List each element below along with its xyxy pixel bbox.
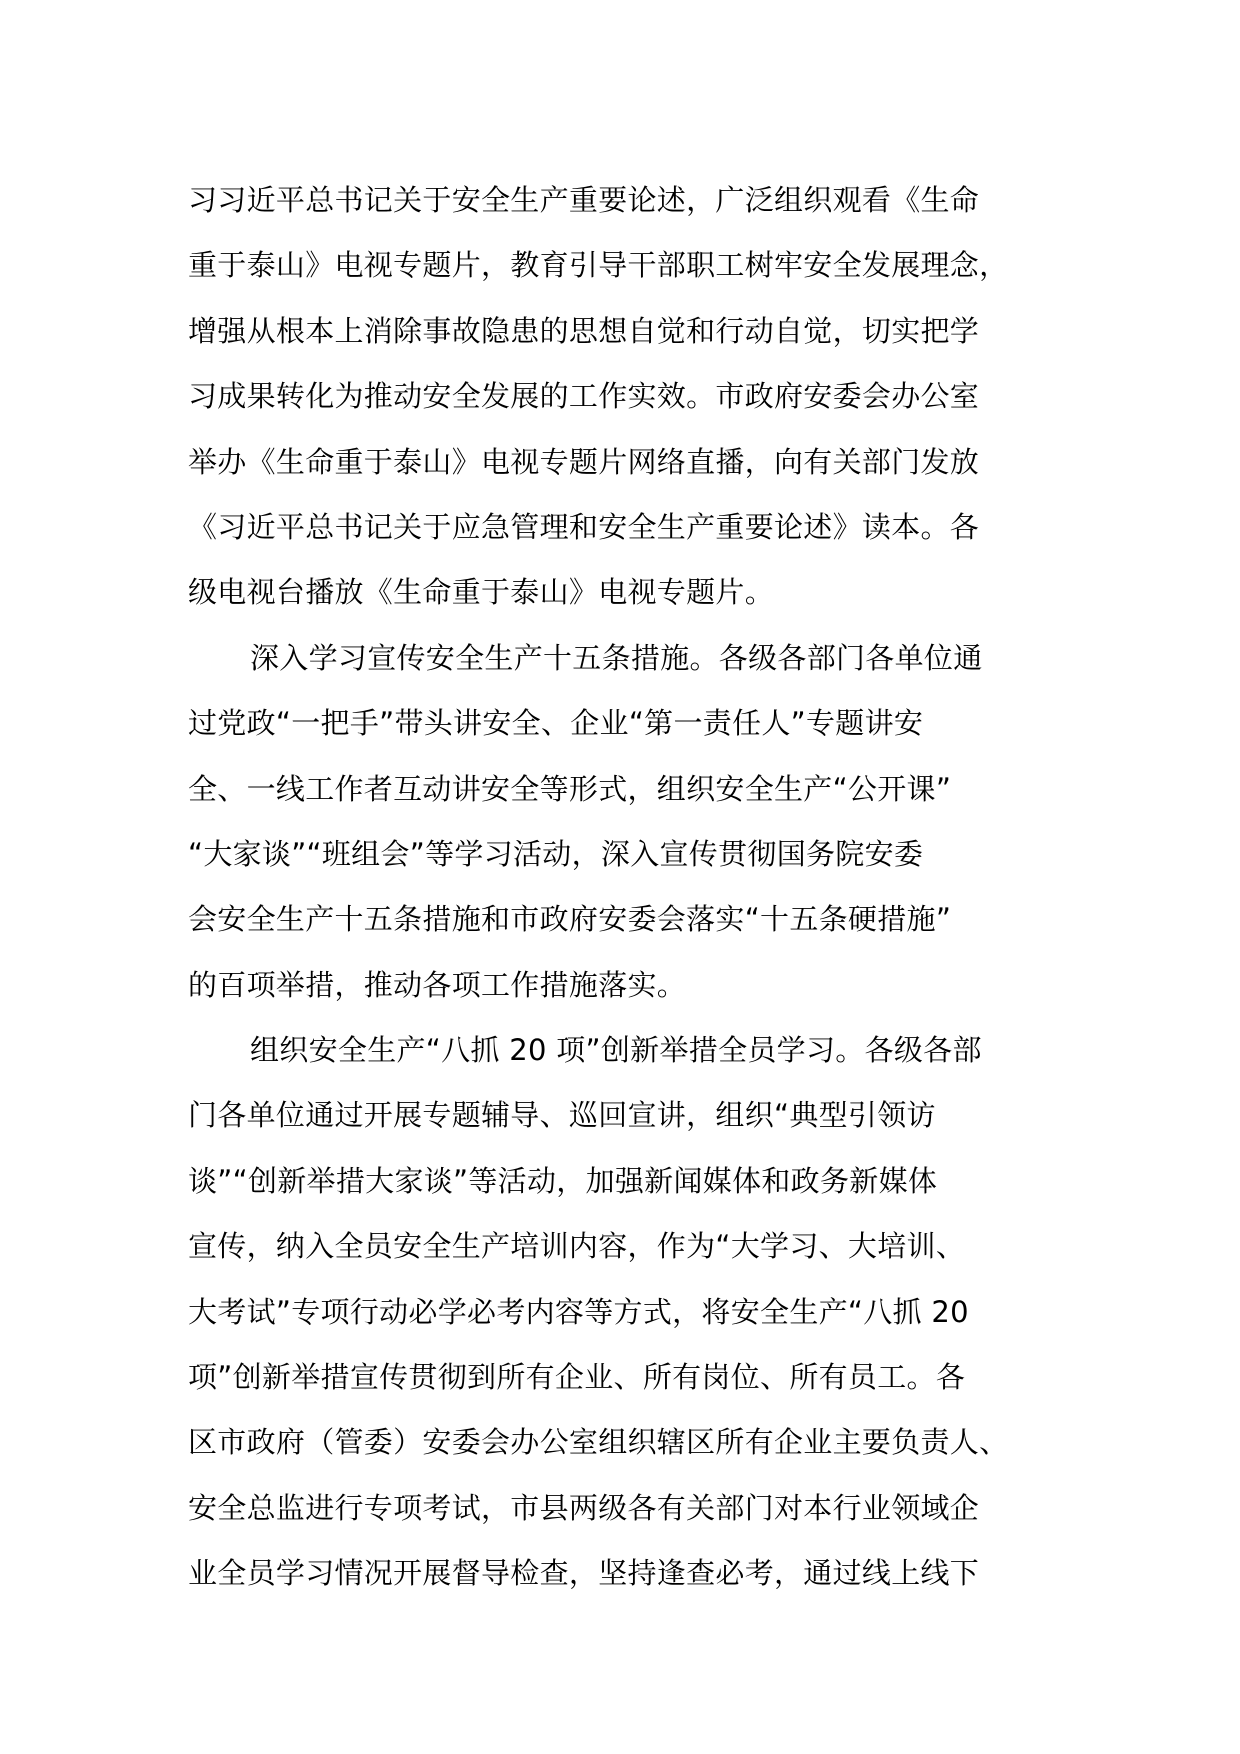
text-line: 门各单位通过开展专题辅导、巡回宣讲，组织“典型引领访 xyxy=(188,1098,936,1133)
text-line: 安全总监进行专项考试，市县两级各有关部门对本行业领域企 xyxy=(188,1490,980,1525)
text-line: 项”创新举措宣传贯彻到所有企业、所有岗位、所有员工。各 xyxy=(188,1360,966,1395)
text-line: 大考试”专项行动必学必考内容等方式，将安全生产“八抓 20 xyxy=(188,1294,969,1329)
text-line: 举办《生命重于泰山》电视专题片网络直播，向有关部门发放 xyxy=(188,444,980,479)
text-line: 全、一线工作者互动讲安全等形式，组织安全生产“公开课” xyxy=(188,771,952,806)
text-line: 增强从根本上消除事故隐患的思想自觉和行动自觉，切实把学 xyxy=(188,313,980,348)
text-line: 组织安全生产“八抓 20 项”创新举措全员学习。各级各部 xyxy=(250,1033,982,1068)
text-line: 的百项举措，推动各项工作措施落实。 xyxy=(188,967,687,1002)
document-body xyxy=(188,168,1088,1607)
text-line: 业全员学习情况开展督导检查，坚持逢查必考，通过线上线下 xyxy=(188,1556,980,1591)
paragraph-2 xyxy=(188,626,1088,1018)
text-line: 《习近平总书记关于应急管理和安全生产重要论述》读本。各 xyxy=(188,509,980,544)
paragraph-1 xyxy=(188,168,1088,626)
text-line: 区市政府（管委）安委会办公室组织辖区所有企业主要负责人、 xyxy=(188,1425,1009,1460)
text-line: 会安全生产十五条措施和市政府安委会落实“十五条硬措施” xyxy=(188,902,952,937)
text-line: 深入学习宣传安全生产十五条措施。各级各部门各单位通 xyxy=(250,640,983,675)
text-line: 过党政“一把手”带头讲安全、企业“第一责任人”专题讲安 xyxy=(188,706,924,741)
text-line: 习成果转化为推动安全发展的工作实效。市政府安委会办公室 xyxy=(188,379,980,414)
paragraph-3 xyxy=(188,1018,1088,1607)
text-line: 宣传，纳入全员安全生产培训内容，作为“大学习、大培训、 xyxy=(188,1229,966,1264)
text-line: “大家谈”“班组会”等学习活动，深入宣传贯彻国务院安委 xyxy=(188,836,924,871)
text-line: 重于泰山》电视专题片，教育引导干部职工树牢安全发展理念， xyxy=(188,248,1009,283)
text-line: 习习近平总书记关于安全生产重要论述，广泛组织观看《生命 xyxy=(188,183,980,217)
text-line: 谈”“创新举措大家谈”等活动，加强新闻媒体和政务新媒体 xyxy=(188,1163,938,1198)
text-line: 级电视台播放《生命重于泰山》电视专题片。 xyxy=(188,575,775,610)
